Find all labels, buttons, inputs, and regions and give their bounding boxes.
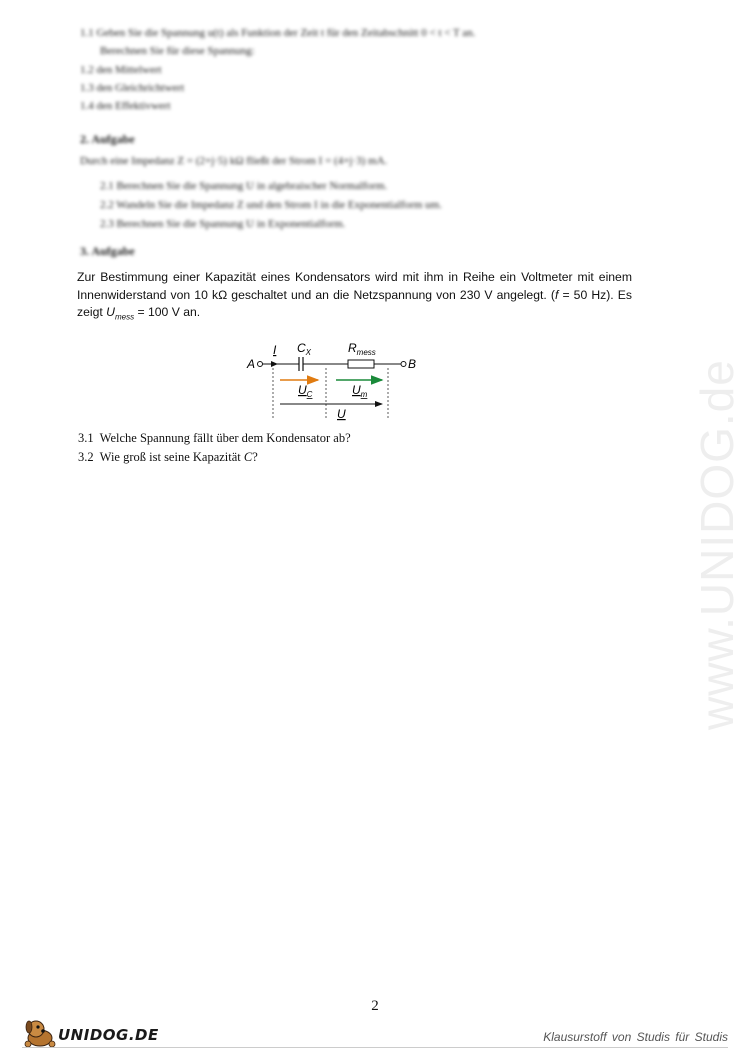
voltage-variable: U: [106, 305, 115, 319]
task1-line-4: 1.3 den Gleichrichtwert: [80, 82, 185, 94]
task2-sub-1: 2.1 Berechnen Sie die Spannung U in algebraischer Normalform.: [100, 180, 388, 192]
terminal-b: [401, 362, 406, 367]
task3-text-2: = 50 Hz). Es zeigt: [77, 287, 633, 319]
question-3-1: [78, 431, 351, 446]
capacity-variable: C: [243, 450, 253, 464]
question-3-2: [78, 450, 258, 465]
circuit-diagram: [240, 336, 430, 424]
question-3-2-end: ?: [252, 450, 258, 464]
question-3-2-number: 3.2: [78, 450, 94, 464]
task3-text-3: = 100 V an.: [134, 305, 201, 319]
task2-sub-3: 2.3 Berechnen Sie die Spannung U in Exponentialform.: [100, 218, 346, 230]
resistor: [348, 360, 374, 368]
uc-label: $U_C$: [298, 383, 313, 399]
node-a-label: A: [247, 357, 256, 371]
terminal-a: [258, 362, 263, 367]
current-arrow: [271, 361, 278, 367]
task1-line-3: 1.2 den Mittelwert: [80, 64, 162, 76]
footer-tagline: Klausurstoff von Studis für Studis: [543, 1030, 728, 1044]
dog-logo-icon: [22, 1018, 58, 1048]
task3-paragraph: [77, 269, 632, 326]
task1-line-5: 1.4 den Effektivwert: [80, 100, 171, 112]
capacitor-label: $C_X$: [297, 341, 312, 357]
question-3-2-text: Wie groß ist seine Kapazität: [99, 450, 244, 464]
voltage-subscript: mess: [114, 312, 135, 322]
question-3-1-number: 3.1: [78, 431, 94, 445]
u-label: U: [337, 407, 346, 421]
node-b-label: B: [408, 357, 417, 371]
task3-text-1: Zur Bestimmung einer Kapazität eines Kondensators wird mit ihm in Reihe ein Voltmeter mit einem Innenwiderstand von 10 kΩ geschaltet und an die Netzspannung von 230 V angelegt. (: [77, 270, 632, 302]
footer-divider: [22, 1047, 728, 1048]
footer-logo-text: UNIDOG.DE: [58, 1026, 159, 1044]
task3-heading: 3. Aufgabe: [80, 244, 135, 258]
task2-heading: 2. Aufgabe: [80, 132, 135, 146]
current-label: I: [273, 343, 277, 357]
frequency-variable: f: [554, 287, 559, 302]
task1-line-1: 1.1 Geben Sie die Spannung u(t) als Funktion der Zeit t für den Zeitabschnitt 0 < t < T an.: [80, 27, 476, 39]
um-label: $U_m$: [352, 383, 368, 399]
task2-intro: Durch eine Impedanz Z = (2+j·5) kΩ fließt der Strom I = (4+j·3) mA.: [80, 155, 388, 167]
page-number: 2: [371, 998, 379, 1014]
question-3-1-text: Welche Spannung fällt über dem Kondensator ab?: [99, 431, 351, 445]
task1-line-2: Berechnen Sie für diese Spannung:: [100, 45, 255, 57]
watermark: www.UNIDOG.de: [691, 359, 743, 730]
resistor-label: $R_{mess}$: [348, 341, 376, 357]
task2-sub-2: 2.2 Wandeln Sie die Impedanz Z und den Strom I in die Exponentialform um.: [100, 199, 442, 211]
